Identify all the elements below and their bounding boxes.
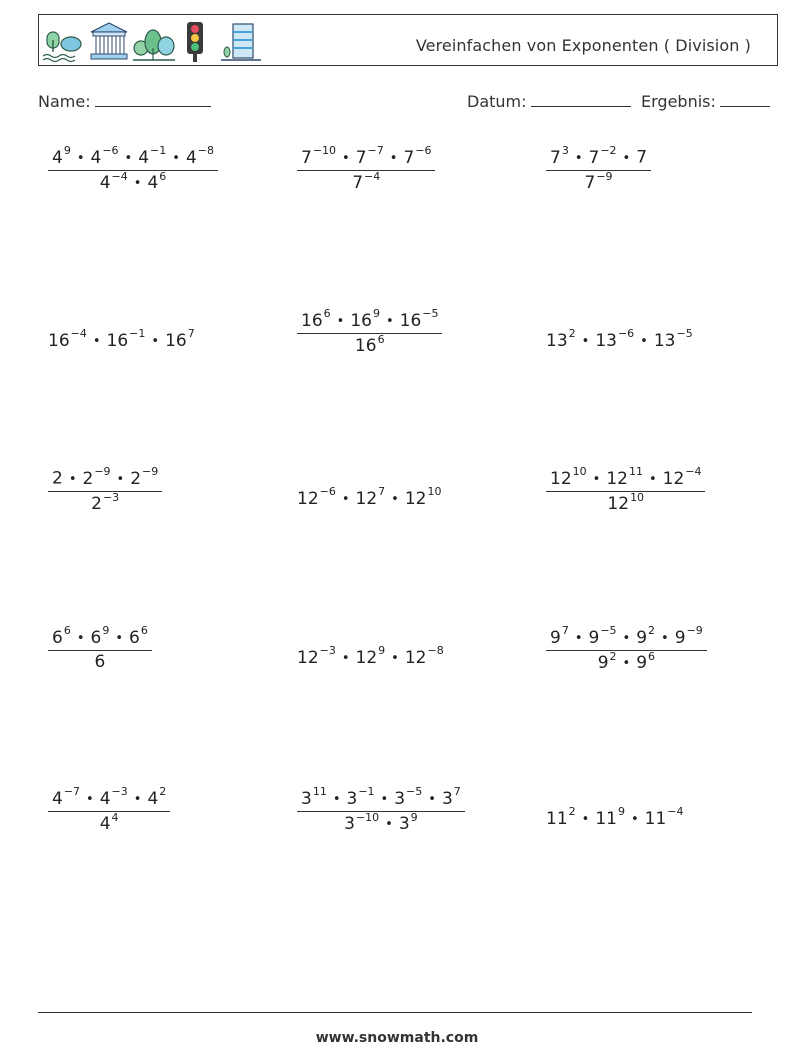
multiply-dot: • (336, 313, 345, 329)
power-term (301, 144, 337, 168)
term-exponent: 6 (159, 169, 167, 183)
exercise-4 (48, 329, 195, 351)
denominator (546, 492, 705, 515)
fraction (297, 309, 442, 356)
multiply-dot: • (640, 333, 648, 349)
term-exponent: −7 (63, 785, 81, 798)
term-base: 3 (301, 788, 312, 809)
power-term (636, 624, 656, 648)
term-exponent: 6 (63, 624, 71, 637)
term-base: 12 (606, 468, 628, 489)
power-term (99, 785, 128, 809)
term-base: 16 (301, 310, 323, 331)
term-exponent: 3 (561, 144, 569, 157)
term-exponent: −5 (676, 327, 693, 340)
trees-river-icon (43, 32, 81, 62)
office-tower-icon (221, 24, 261, 60)
denominator (48, 651, 152, 672)
power-term (52, 144, 71, 168)
term-base: 13 (595, 330, 617, 351)
term-base: 4 (99, 814, 111, 835)
denominator (297, 812, 465, 835)
denominator (297, 171, 435, 194)
multiply-dot: • (116, 471, 125, 487)
term-base: 2 (52, 468, 63, 489)
numerator (546, 626, 707, 651)
term-base: 2 (130, 468, 142, 489)
term-base: 12 (607, 494, 630, 515)
term-base: 7 (550, 147, 561, 168)
power-term (404, 485, 442, 509)
power-term (352, 169, 381, 194)
term-exponent: 6 (140, 624, 148, 637)
term-exponent: −4 (70, 327, 87, 340)
term-exponent: −4 (111, 169, 128, 183)
term-base: 7 (588, 147, 600, 168)
power-term (301, 307, 331, 331)
exercise-7 (48, 467, 162, 514)
term-base: 9 (588, 627, 600, 648)
term-base: 9 (674, 627, 686, 648)
power-term (147, 169, 167, 194)
date-field[interactable] (467, 92, 631, 111)
multiply-dot: • (124, 150, 133, 166)
numerator (297, 309, 442, 334)
term-exponent: 7 (378, 485, 386, 498)
term-base: 13 (653, 330, 676, 351)
multiply-dot: • (385, 313, 394, 329)
multiply-dot: • (622, 656, 631, 672)
power-term (550, 144, 569, 168)
numerator (546, 146, 651, 171)
multiply-dot: • (385, 817, 393, 833)
term-base: 7 (301, 147, 312, 168)
multiply-dot: • (76, 150, 85, 166)
worksheet-title: Vereinfachen von Exponenten ( Division ) (415, 36, 751, 55)
term-base: 16 (399, 310, 422, 331)
term-exponent: 2 (609, 649, 617, 663)
score-label: Ergebnis: (641, 92, 716, 111)
power-term (644, 805, 684, 829)
multiply-dot: • (332, 791, 341, 807)
power-term (95, 652, 106, 672)
power-term (588, 624, 617, 648)
traffic-light-icon (187, 22, 203, 62)
multiply-dot: • (574, 150, 583, 166)
term-exponent: −3 (111, 785, 128, 798)
term-base: 6 (94, 651, 106, 672)
numerator (546, 467, 705, 492)
term-base: 4 (147, 788, 159, 809)
term-base: 12 (404, 488, 427, 509)
power-term (91, 490, 120, 515)
multiply-dot: • (380, 791, 389, 807)
term-exponent: −4 (667, 805, 684, 818)
fraction (297, 787, 465, 834)
term-exponent: −8 (427, 644, 444, 657)
multiply-dot: • (342, 150, 350, 166)
numerator (48, 787, 170, 812)
term-exponent: −1 (129, 327, 146, 340)
power-term (355, 644, 386, 668)
term-exponent: −9 (142, 465, 159, 478)
multiply-dot: • (581, 811, 590, 827)
power-term (165, 327, 195, 351)
power-term (346, 785, 375, 809)
exercise-14 (297, 787, 465, 834)
term-base: 9 (636, 653, 648, 674)
term-base: 3 (346, 788, 358, 809)
multiply-dot: • (172, 150, 180, 166)
term-base: 12 (404, 647, 427, 668)
term-exponent: −5 (406, 785, 423, 798)
term-exponent: −3 (319, 644, 336, 657)
power-term (185, 144, 214, 168)
power-term (90, 144, 119, 168)
name-line (95, 92, 211, 107)
term-exponent: 9 (63, 144, 71, 157)
power-term (398, 810, 418, 835)
term-exponent: −6 (415, 144, 432, 157)
fraction (297, 146, 435, 193)
date-line (531, 92, 631, 107)
term-base: 4 (99, 788, 111, 809)
term-base: 16 (106, 330, 129, 351)
exercise-5 (297, 309, 442, 356)
fraction (546, 626, 707, 673)
multiply-dot: • (581, 333, 590, 349)
power-term (82, 465, 111, 489)
denominator (48, 171, 218, 194)
power-term (597, 649, 617, 674)
term-base: 12 (550, 468, 572, 489)
power-term (584, 169, 613, 194)
term-exponent: 10 (427, 485, 442, 498)
term-exponent: −7 (367, 144, 384, 157)
term-base: 9 (597, 653, 609, 674)
power-term (404, 644, 444, 668)
term-exponent: 7 (561, 624, 569, 637)
power-term (129, 624, 148, 648)
term-exponent: −10 (355, 810, 380, 824)
museum-building-icon (91, 23, 127, 59)
term-base: 6 (129, 627, 140, 648)
exercise-6 (546, 329, 693, 351)
power-term (90, 624, 110, 648)
term-base: 3 (394, 788, 406, 809)
power-term (48, 327, 87, 351)
power-term (550, 465, 587, 489)
header-box (38, 14, 778, 66)
term-base: 6 (90, 627, 102, 648)
term-exponent: 9 (378, 644, 386, 657)
multiply-dot: • (428, 791, 436, 807)
term-exponent: −6 (319, 485, 336, 498)
score-field[interactable] (641, 92, 770, 111)
term-exponent: −1 (358, 785, 375, 798)
multiply-dot: • (389, 150, 398, 166)
power-term (99, 810, 119, 835)
exercise-13 (48, 787, 170, 834)
power-term (595, 327, 635, 351)
term-exponent: 10 (630, 490, 645, 504)
term-base: 4 (147, 173, 159, 194)
term-exponent: −6 (617, 327, 635, 340)
term-base: 12 (297, 488, 319, 509)
term-base: 6 (52, 627, 63, 648)
fraction (48, 787, 170, 834)
term-exponent: 2 (568, 327, 576, 340)
multiply-dot: • (115, 630, 123, 646)
term-base: 16 (165, 330, 187, 351)
power-term (106, 327, 146, 351)
term-exponent: 7 (187, 327, 195, 340)
power-term (344, 810, 380, 835)
term-exponent: 9 (410, 810, 418, 824)
power-term (636, 649, 656, 674)
multiply-dot: • (341, 491, 350, 507)
denominator (297, 334, 442, 357)
numerator (48, 146, 218, 171)
term-exponent: −4 (685, 465, 702, 478)
multiply-dot: • (630, 811, 639, 827)
term-base: 7 (355, 147, 367, 168)
term-base: 7 (403, 147, 415, 168)
term-exponent: −5 (422, 307, 439, 320)
term-base: 16 (48, 330, 70, 351)
term-base: 4 (185, 147, 197, 168)
term-exponent: −9 (596, 169, 613, 183)
multiply-dot: • (133, 791, 142, 807)
power-term (588, 144, 617, 168)
exercise-8 (297, 487, 441, 509)
term-exponent: 4 (111, 810, 119, 824)
term-base: 12 (297, 647, 319, 668)
term-base: 7 (636, 147, 648, 168)
multiply-dot: • (133, 176, 142, 192)
multiply-dot: • (391, 650, 399, 666)
fraction (546, 146, 651, 193)
term-base: 3 (398, 814, 410, 835)
term-exponent: 7 (453, 785, 461, 798)
power-term (653, 327, 693, 351)
term-exponent: 9 (617, 805, 625, 818)
multiply-dot: • (151, 333, 160, 349)
term-exponent: 10 (572, 465, 587, 478)
term-base: 16 (354, 336, 377, 357)
term-exponent: −9 (94, 465, 111, 478)
term-base: 3 (344, 814, 355, 835)
term-base: 12 (355, 647, 378, 668)
term-base: 11 (644, 808, 667, 829)
exercise-11 (297, 646, 444, 668)
power-term (354, 332, 385, 357)
term-exponent: −4 (364, 169, 381, 183)
denominator (48, 812, 170, 835)
multiply-dot: • (622, 630, 631, 646)
term-base: 12 (355, 488, 378, 509)
numerator (297, 787, 465, 812)
power-term (674, 624, 703, 648)
numerator (297, 146, 435, 171)
term-base: 3 (441, 788, 453, 809)
fraction (546, 467, 705, 514)
term-exponent: 9 (102, 624, 110, 637)
term-exponent: 2 (159, 785, 167, 798)
power-term (550, 624, 569, 648)
power-term (394, 785, 423, 809)
fraction (48, 626, 152, 672)
term-base: 16 (350, 310, 372, 331)
multiply-dot: • (76, 630, 85, 646)
footer-divider (38, 1012, 752, 1013)
score-line (720, 92, 770, 107)
power-term (99, 169, 128, 194)
term-exponent: 2 (568, 805, 576, 818)
exercise-9 (546, 467, 705, 514)
term-base: 9 (636, 627, 648, 648)
power-term (595, 805, 625, 829)
power-term (52, 469, 63, 489)
term-exponent: 6 (648, 649, 656, 663)
power-term (301, 785, 327, 809)
term-base: 9 (550, 627, 561, 648)
term-base: 11 (546, 808, 568, 829)
power-term (546, 327, 576, 351)
multiply-dot: • (622, 150, 631, 166)
power-term (441, 785, 461, 809)
term-exponent: 2 (648, 624, 656, 637)
denominator (546, 171, 651, 194)
date-label: Datum: (467, 92, 527, 111)
multiply-dot: • (661, 630, 669, 646)
multiply-dot: • (86, 791, 94, 807)
power-term (350, 307, 380, 331)
numerator (48, 626, 152, 651)
power-term (355, 144, 384, 168)
denominator (48, 492, 162, 515)
footer-url: www.snowmath.com (315, 1030, 479, 1046)
multiply-dot: • (341, 650, 350, 666)
power-term (606, 465, 643, 489)
multiply-dot: • (391, 491, 399, 507)
multiply-dot: • (592, 471, 601, 487)
exercise-1 (48, 146, 218, 193)
term-exponent: −8 (197, 144, 214, 157)
power-term (403, 144, 432, 168)
name-label: Name: (38, 92, 91, 111)
term-base: 7 (352, 173, 364, 194)
power-term (636, 148, 647, 168)
power-term (52, 624, 71, 648)
fraction (48, 146, 218, 193)
term-exponent: −1 (150, 144, 167, 157)
power-term (546, 805, 576, 829)
term-base: 7 (584, 173, 596, 194)
term-exponent: −9 (686, 624, 703, 637)
exercise-12 (546, 626, 707, 673)
power-term (355, 485, 386, 509)
power-term (399, 307, 439, 331)
power-term (607, 490, 645, 515)
name-field[interactable] (38, 92, 211, 111)
power-term (297, 485, 336, 509)
term-base: 4 (90, 147, 102, 168)
power-term (138, 144, 167, 168)
term-exponent: −10 (312, 144, 337, 157)
term-base: 2 (82, 468, 94, 489)
multiply-dot: • (648, 471, 657, 487)
term-exponent: 11 (628, 465, 643, 478)
numerator (48, 467, 162, 492)
exercise-3 (546, 146, 651, 193)
power-term (130, 465, 159, 489)
power-term (662, 465, 702, 489)
term-base: 2 (91, 494, 102, 515)
term-base: 4 (138, 147, 150, 168)
power-term (297, 644, 336, 668)
fraction (48, 467, 162, 514)
term-exponent: −3 (102, 490, 120, 504)
exercise-15 (546, 807, 683, 829)
header-icons (41, 18, 271, 64)
multiply-dot: • (92, 333, 101, 349)
term-exponent: 9 (372, 307, 380, 320)
term-base: 12 (662, 468, 685, 489)
multiply-dot: • (574, 630, 583, 646)
power-term (52, 785, 81, 809)
power-term (147, 785, 167, 809)
term-base: 4 (52, 147, 63, 168)
term-exponent: 6 (323, 307, 331, 320)
term-base: 11 (595, 808, 617, 829)
term-exponent: −5 (600, 624, 617, 637)
term-base: 4 (52, 788, 63, 809)
denominator (546, 651, 707, 674)
exercise-2 (297, 146, 435, 193)
park-trees-icon (133, 30, 175, 60)
term-exponent: −2 (600, 144, 617, 157)
multiply-dot: • (68, 471, 77, 487)
term-base: 13 (546, 330, 568, 351)
term-base: 4 (99, 173, 111, 194)
term-exponent: 11 (312, 785, 327, 798)
term-exponent: −6 (102, 144, 119, 157)
exercise-10 (48, 626, 152, 672)
term-exponent: 6 (377, 332, 385, 346)
